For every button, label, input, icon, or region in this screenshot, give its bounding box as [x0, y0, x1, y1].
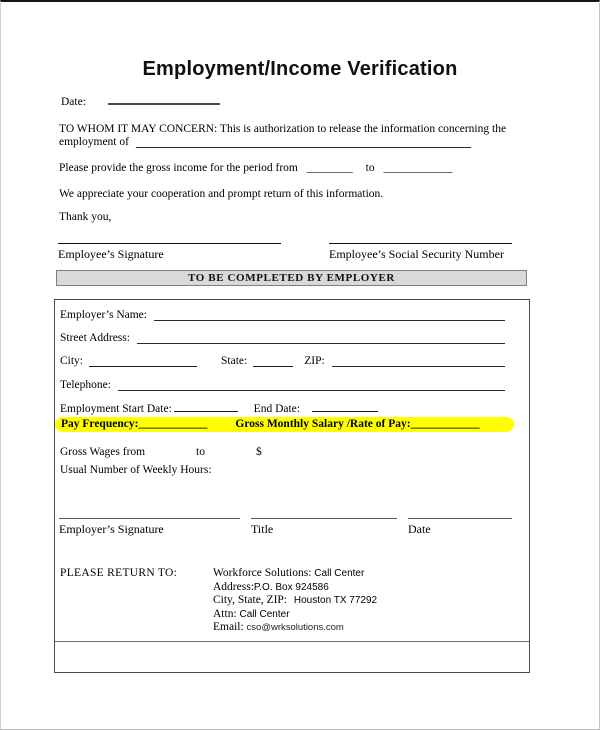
- email-label: Email:: [213, 621, 244, 633]
- gross-monthly-salary-blank: ____________: [410, 418, 480, 430]
- period-to-blank: ____________: [383, 162, 453, 174]
- period-to-label: to: [365, 162, 375, 174]
- period-from-blank: ________: [306, 162, 353, 174]
- box-bottom-divider: [55, 641, 529, 642]
- employee-ssn-block: [329, 234, 512, 262]
- address-value: P.O. Box 924586: [253, 581, 329, 593]
- telephone-label: Telephone:: [60, 379, 111, 391]
- title-block: [251, 509, 397, 537]
- city-label: City:: [60, 355, 84, 367]
- employer-signature-line: [59, 509, 240, 519]
- appreciate-text: We appreciate your cooperation and prompt return of this information.: [59, 188, 384, 200]
- weekly-hours-label: Usual Number of Weekly Hours:: [60, 464, 212, 476]
- employment-of-label: employment of: [59, 136, 129, 148]
- employer-signature-block: [59, 509, 240, 537]
- citystatezip-label: City, State, ZIP:: [213, 594, 288, 606]
- employee-signature-line: [58, 234, 281, 244]
- employer-section-box: [54, 299, 530, 673]
- gross-wages-label: Gross Wages from: [60, 446, 146, 458]
- street-address-label: Street Address:: [60, 332, 130, 344]
- please-return-to-label: PLEASE RETURN TO:: [60, 567, 178, 579]
- citystatezip-value: Houston TX 77292: [293, 595, 378, 606]
- date-signed-line: [408, 509, 512, 519]
- period-text: Please provide the gross income for the period from: [59, 162, 298, 174]
- telephone-blank-line: [118, 381, 505, 391]
- employer-section-banner: TO BE COMPLETED BY EMPLOYER: [56, 270, 527, 286]
- employment-dates-row: [60, 402, 378, 415]
- return-address-block: [213, 567, 377, 635]
- return-line-attn: [213, 608, 377, 622]
- concern-paragraph: [59, 123, 523, 148]
- gross-wages-dollar-sign: $: [256, 446, 262, 458]
- date-blank-line: [108, 95, 220, 105]
- employment-of-blank-line: [136, 138, 471, 148]
- city-state-zip-row: [60, 355, 529, 367]
- thank-you-text: Thank you,: [59, 211, 112, 223]
- telephone-row: [60, 379, 529, 391]
- email-value: cso@wrksolutions.com: [246, 622, 344, 633]
- pay-highlight-row: [55, 417, 514, 432]
- gross-wages-row: [55, 446, 529, 460]
- employee-ssn-label: Employee’s Social Security Number: [329, 247, 504, 261]
- attn-label: Attn:: [213, 607, 237, 620]
- address-label: Address:: [213, 580, 254, 593]
- return-line-email: [213, 621, 377, 635]
- attn-value: Call Center: [239, 608, 290, 620]
- period-row: [59, 162, 452, 174]
- concern-line1: TO WHOM IT MAY CONCERN: This is authorization to release the information concerning the: [59, 123, 507, 135]
- start-date-blank-line: [174, 402, 238, 412]
- gross-monthly-salary-label: Gross Monthly Salary /Rate of Pay:: [235, 418, 411, 430]
- employment-start-label: Employment Start Date:: [60, 403, 172, 415]
- date-signed-block: [408, 509, 512, 537]
- date-label: Date:: [61, 96, 86, 108]
- org-value: Call Center: [314, 568, 365, 579]
- state-label: State:: [221, 355, 248, 367]
- end-date-label: End Date:: [253, 403, 300, 415]
- return-line-citystatezip: [213, 594, 377, 608]
- employer-name-blank-line: [154, 311, 505, 321]
- title-label: Title: [251, 522, 274, 536]
- page-title: Employment/Income Verification: [142, 58, 458, 80]
- zip-label: ZIP:: [304, 355, 325, 367]
- zip-blank-line: [332, 357, 505, 367]
- employee-signature-block: [58, 234, 281, 262]
- pay-frequency-label: Pay Frequency:: [61, 418, 139, 430]
- street-address-blank-line: [137, 334, 505, 344]
- employee-ssn-line: [329, 234, 512, 244]
- employee-signature-label: Employee’s Signature: [58, 247, 164, 261]
- end-date-blank-line: [312, 402, 378, 412]
- street-address-row: [60, 332, 529, 344]
- employer-signature-label: Employer’s Signature: [59, 522, 164, 536]
- employer-name-row: [60, 309, 529, 321]
- state-blank-line: [253, 357, 293, 367]
- city-blank-line: [89, 357, 197, 367]
- pay-frequency-blank: ____________: [138, 418, 208, 430]
- org-label: Workforce Solutions:: [213, 567, 312, 579]
- return-line-org: [213, 567, 377, 581]
- gross-wages-to-label: to: [196, 446, 205, 458]
- employer-name-label: Employer’s Name:: [60, 309, 147, 321]
- date-row: [61, 95, 220, 108]
- title-line: [251, 509, 397, 519]
- return-line-address: [213, 581, 377, 595]
- date-signed-label: Date: [408, 522, 431, 536]
